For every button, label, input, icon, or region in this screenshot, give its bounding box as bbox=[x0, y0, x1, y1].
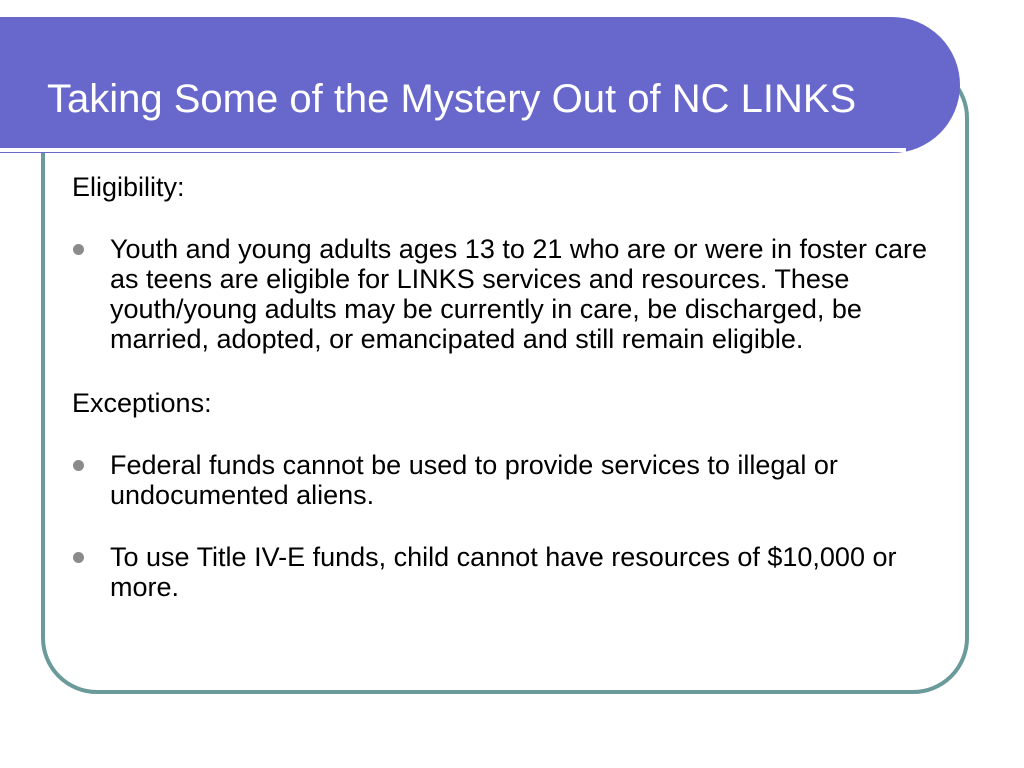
title-underline bbox=[0, 148, 906, 152]
eligibility-heading: Eligibility: bbox=[72, 172, 185, 202]
eligibility-list bbox=[72, 234, 932, 354]
bullet-dot-icon bbox=[73, 244, 84, 255]
bullet-dot-icon bbox=[73, 460, 84, 471]
list-item bbox=[72, 542, 932, 602]
title-bar bbox=[0, 17, 960, 153]
bullet-text: To use Title IV-E funds, child cannot have resources of $10,000 or more. bbox=[110, 542, 897, 602]
bullet-dot-icon bbox=[73, 552, 84, 563]
slide-title: Taking Some of the Mystery Out of NC LINKS bbox=[47, 77, 857, 121]
list-item bbox=[72, 234, 932, 354]
list-item bbox=[72, 450, 932, 510]
bullet-text: Youth and young adults ages 13 to 21 who are or were in foster care as teens are eligible for LINKS services and resources. These youth/young adults may be currently in care, be discharged, be married, adopted, or emancipated and still remain eligible. bbox=[110, 234, 928, 354]
slide-body bbox=[72, 172, 932, 602]
exceptions-heading: Exceptions: bbox=[72, 388, 212, 418]
exceptions-list bbox=[72, 450, 932, 602]
bullet-text: Federal funds cannot be used to provide services to illegal or undocumented aliens. bbox=[110, 450, 838, 510]
